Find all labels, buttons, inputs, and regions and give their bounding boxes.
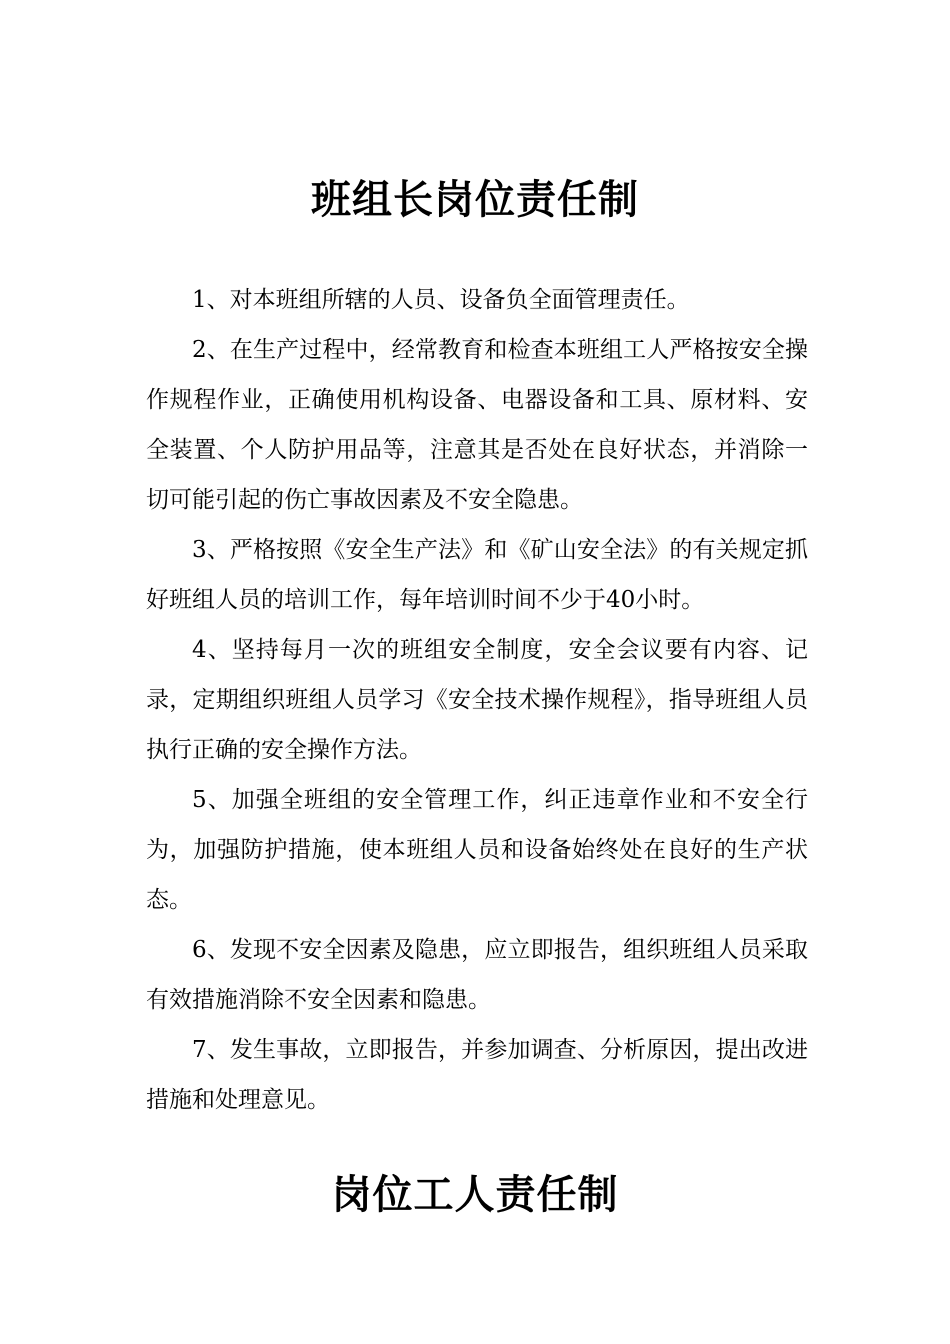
paragraph-1: 1、对本班组所辖的人员、设备负全面管理责任。: [192, 287, 690, 313]
paragraph-5: 5、加强全班组的安全管理工作，纠正违章作业和不安全行为，加强防护措施，使本班组人员和设备始终处在良好的生产状态。: [146, 787, 808, 913]
paragraph-7: 7、发生事故，立即报告，并参加调查、分析原因，提出改进措施和处理意见。: [146, 1037, 808, 1113]
section-title: 岗位工人责任制: [331, 1172, 619, 1218]
paragraph-6: 6、发现不安全因素及隐患，应立即报告，组织班组人员采取有效措施消除不安全因素和隐患。: [146, 937, 808, 1013]
page-title: 班组长岗位责任制: [311, 177, 639, 223]
paragraph-3: 3、严格按照《安全生产法》和《矿山安全法》的有关规定抓好班组人员的培训工作，每年培训时间不少于40小时。: [146, 537, 808, 613]
paragraph-2: 2、在生产过程中，经常教育和检查本班组工人严格按安全操作规程作业，正确使用机构设备、电器设备和工具、原材料、安全装置、个人防护用品等，注意其是否处在良好状态，并消除一切可能引起的伤亡事故因素及不安全隐患。: [146, 337, 808, 513]
document-body: [146, 275, 808, 1125]
paragraph-4: 4、坚持每月一次的班组安全制度，安全会议要有内容、记录，定期组织班组人员学习《安全技术操作规程》，指导班组人员执行正确的安全操作方法。: [146, 637, 808, 763]
